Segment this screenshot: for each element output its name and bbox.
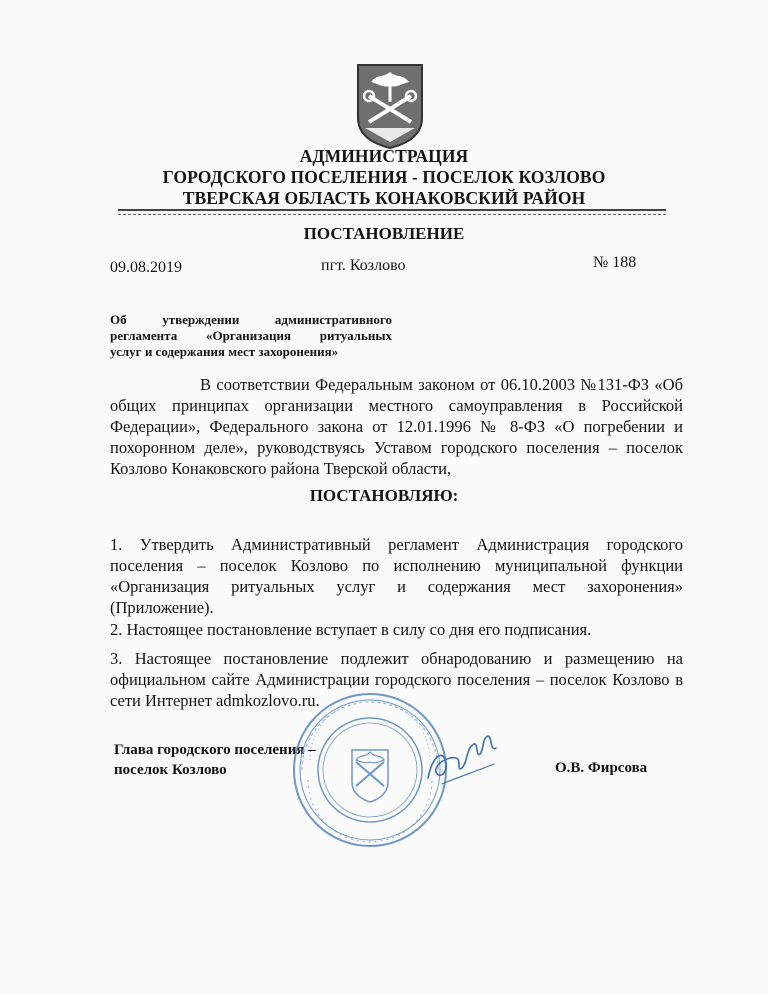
document-place: пгт. Козлово [321,257,406,274]
item-line: (Приложение). [110,598,214,617]
signatory-position [114,740,316,780]
preamble-line: общих принципах организации местного самоуправления в Российской [110,396,683,415]
item-line: сети Интернет admkozlovo.ru. [110,691,320,710]
subject-line: услуг и содержания мест захоронения» [110,344,339,359]
signatory-position-line: Глава городского поселения – [114,742,316,758]
document-type: ПОСТАНОВЛЕНИЕ [303,224,465,243]
document-number: № 188 [593,254,637,271]
item-line: поселения – поселок Козлово по исполнению муниципальной функции [110,556,683,575]
item-line: 3. Настоящее постановление подлежит обнародованию и размещению на [110,649,683,668]
header-rule [118,209,666,211]
document-date: 09.08.2019 [110,259,182,276]
subject-line: регламента «Организация ритуальных [110,328,392,343]
handwritten-signature-icon [422,728,502,790]
item-line: официальном сайте Администрации городского поселения – поселок Козлово в [110,670,683,689]
header-line-2: ГОРОДСКОГО ПОСЕЛЕНИЯ - ПОСЕЛОК КОЗЛОВО [162,167,606,187]
preamble-line: похоронном деле», руководствуясь Уставом городского поселения – поселок [110,438,683,457]
item-line: 1. Утвердить Административный регламент Администрация городского [110,535,683,554]
signatory-position-line: поселок Козлово [114,762,227,778]
item-line: 2. Настоящее постановление вступает в силу со дня его подписания. [110,620,592,639]
header-line-3: ТВЕРСКАЯ ОБЛАСТЬ КОНАКОВСКИЙ РАЙОН [182,188,586,208]
subject-line: Об утверждении административного [110,312,392,327]
coat-of-arms-icon [355,62,425,150]
header-rule-dashed [118,214,666,215]
preamble-line: В соответствии Федеральным законом от 06.10.2003 №131-ФЗ «Об [200,375,683,394]
preamble [110,374,683,479]
decree-word: ПОСТАНОВЛЯЮ: [309,486,459,505]
preamble-line: Козлово Конаковского района Тверской области, [110,459,452,478]
header-line-1: АДМИНИСТРАЦИЯ [299,146,469,166]
signatory-name: О.В. Фирсова [555,760,648,776]
item-1 [110,534,683,618]
document-subject [110,312,392,360]
item-2 [110,619,683,640]
item-line: «Организация ритуальных услуг и содержания мест захоронения» [110,577,683,596]
preamble-line: Федерации», Федерального закона от 12.01.1996 № 8-ФЗ «О погребении и [110,417,683,436]
